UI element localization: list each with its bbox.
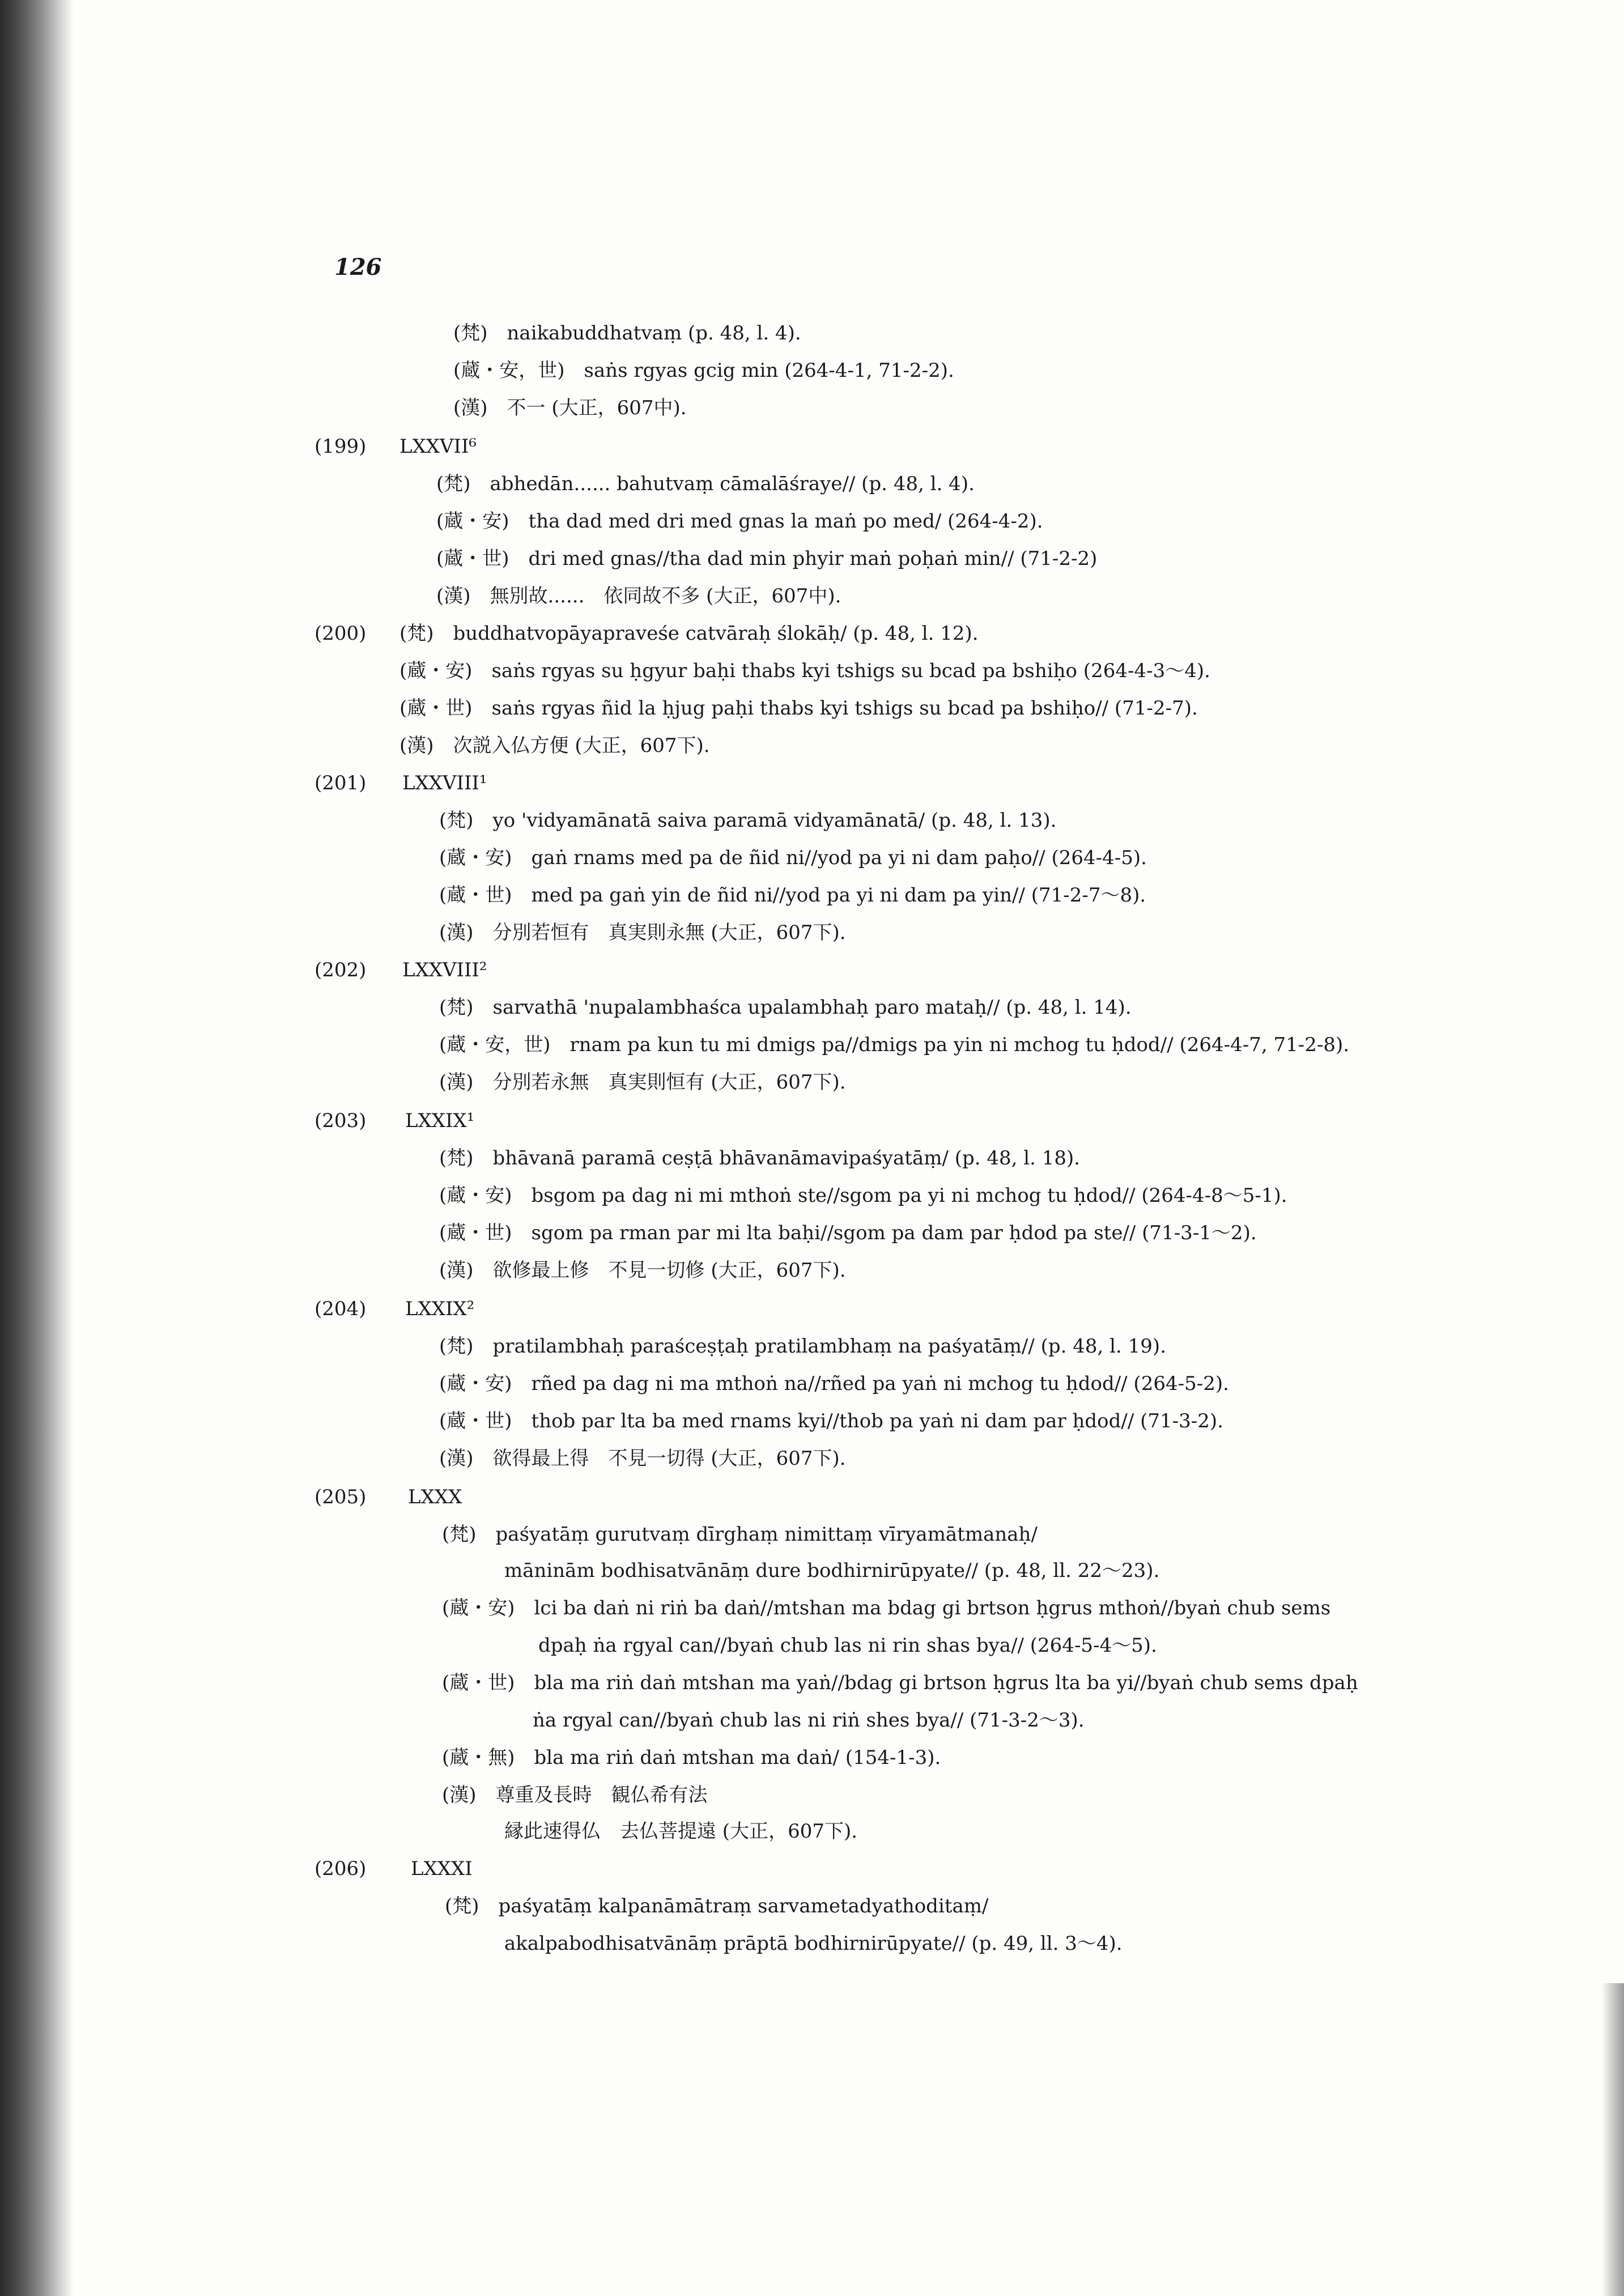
text-line: (206): [314, 1857, 367, 1880]
text-line: (蔵・安) gaṅ rnams med pa de ñid ni//yod pa yi ni dam paḥo// (264-4-5).: [439, 847, 1147, 869]
text-line: 縁此速得仏 去仏菩提遠 (大正，607下).: [504, 1820, 858, 1843]
text-line: (蔵・世) bla ma riṅ daṅ mtshan ma yaṅ//bdag gi brtson ḥgrus lta ba yi//byaṅ chub sems dpaḥ: [442, 1672, 1358, 1694]
text-line: (蔵・安，世) saṅs rgyas gcig min (264-4-1, 71-2-2).: [453, 359, 954, 382]
text-line: (漢) 分別若永無 真実則恒有 (大正，607下).: [439, 1071, 846, 1094]
text-line: (漢) 不一 (大正，607中).: [453, 397, 687, 419]
text-line: ṅa rgyal can//byaṅ chub las ni riṅ shes bya// (71-3-2〜3).: [533, 1709, 1085, 1732]
text-line: dpaḥ ṅa rgyal can//byaṅ chub las ni rin shas bya// (264-5-4〜5).: [538, 1634, 1157, 1657]
text-line: (204): [314, 1298, 367, 1320]
text-line: (漢) 無別故...... 依同故不多 (大正，607中).: [436, 585, 841, 607]
text-line: māninām bodhisatvānāṃ dure bodhirnirūpyate// (p. 48, ll. 22〜23).: [504, 1559, 1160, 1582]
text-line: (漢) 欲修最上修 不見一切修 (大正，607下).: [439, 1259, 846, 1282]
text-line: (梵) buddhatvopāyapraveśe catvāraḥ ślokāḥ/ (p. 48, l. 12).: [399, 622, 979, 645]
text-line: (蔵・安) bsgom pa dag ni mi mthoṅ ste//sgom pa yi ni mchog tu ḥdod// (264-4-8〜5-1).: [439, 1184, 1287, 1207]
page-binding-shadow: [0, 0, 74, 2296]
text-line: (199): [314, 435, 367, 458]
page-number: 126: [334, 254, 382, 280]
text-line: LXXIX¹: [405, 1109, 475, 1132]
page-edge-shadow: [1601, 1983, 1624, 2296]
text-line: (梵) sarvathā 'nupalambhaśca upalambhaḥ paro mataḥ// (p. 48, l. 14).: [439, 996, 1132, 1019]
text-line: (梵) yo 'vidyamānatā saiva paramā vidyamānatā/ (p. 48, l. 13).: [439, 809, 1057, 832]
text-line: (201): [314, 772, 367, 794]
text-line: (蔵・安) saṅs rgyas su ḥgyur baḥi thabs kyi tshigs su bcad pa bshiḥo (264-4-3〜4).: [399, 660, 1210, 682]
text-line: (梵) naikabuddhatvaṃ (p. 48, l. 4).: [453, 322, 801, 345]
text-line: LXXVIII¹: [402, 772, 487, 794]
text-line: (漢) 分別若恒有 真実則永無 (大正，607下).: [439, 921, 846, 944]
text-line: LXXIX²: [405, 1298, 475, 1320]
text-line: (203): [314, 1109, 367, 1132]
text-line: (梵) paśyatāṃ gurutvaṃ dīrghaṃ nimittaṃ vīryamātmanaḥ/: [442, 1523, 1038, 1546]
text-line: (蔵・世) dri med gnas//tha dad min phyir maṅ poḥaṅ min// (71-2-2): [436, 547, 1098, 570]
text-line: LXXX: [408, 1486, 462, 1508]
text-line: LXXVII⁶: [399, 435, 477, 458]
text-line: (梵) bhāvanā paramā ceṣṭā bhāvanāmavipaśyatāṃ/ (p. 48, l. 18).: [439, 1147, 1081, 1170]
text-line: (蔵・世) sgom pa rman par mi lta baḥi//sgom pa dam par ḥdod pa ste// (71-3-1〜2).: [439, 1222, 1257, 1244]
text-line: (漢) 尊重及長時 観仏希有法: [442, 1784, 708, 1806]
text-line: (蔵・安) tha dad med dri med gnas la maṅ po med/ (264-4-2).: [436, 510, 1043, 533]
text-line: (200): [314, 622, 367, 645]
text-line: (梵) paśyatāṃ kalpanāmātraṃ sarvametadyathoditaṃ/: [445, 1895, 989, 1917]
text-line: (梵) abhedān...... bahutvaṃ cāmalāśraye// (p. 48, l. 4).: [436, 473, 975, 495]
text-line: LXXVIII²: [402, 959, 487, 981]
text-line: LXXXI: [411, 1857, 473, 1880]
text-line: (蔵・安) lci ba daṅ ni riṅ ba daṅ//mtshan ma bdag gi brtson ḥgrus mthoṅ//byaṅ chub sems: [442, 1597, 1331, 1619]
text-line: (蔵・安，世) rnam pa kun tu mi dmigs pa//dmigs pa yin ni mchog tu ḥdod// (264-4-7, 71-2-8).: [439, 1034, 1350, 1056]
text-line: (梵) pratilambhaḥ paraśceṣṭaḥ pratilambhaṃ na paśyatāṃ// (p. 48, l. 19).: [439, 1335, 1167, 1358]
text-line: (漢) 次説入仏方便 (大正，607下).: [399, 734, 710, 757]
text-line: (蔵・世) thob par lta ba med rnams kyi//thob pa yaṅ ni dam par ḥdod// (71-3-2).: [439, 1410, 1223, 1432]
text-line: akalpabodhisatvānāṃ prāptā bodhirnirūpyate// (p. 49, ll. 3〜4).: [504, 1932, 1123, 1955]
text-line: (蔵・安) rñed pa dag ni ma mthoṅ na//rñed pa yaṅ ni mchog tu ḥdod// (264-5-2).: [439, 1372, 1229, 1395]
text-line: (蔵・世) saṅs rgyas ñid la ḥjug paḥi thabs kyi tshigs su bcad pa bshiḥo// (71-2-7).: [399, 697, 1198, 720]
text-line: (蔵・世) med pa gaṅ yin de ñid ni//yod pa yi ni dam pa yin// (71-2-7〜8).: [439, 884, 1146, 907]
text-line: (205): [314, 1486, 367, 1508]
text-line: (漢) 欲得最上得 不見一切得 (大正，607下).: [439, 1447, 846, 1470]
text-line: (蔵・無) bla ma riṅ daṅ mtshan ma daṅ/ (154-1-3).: [442, 1746, 941, 1769]
text-line: (202): [314, 959, 367, 981]
